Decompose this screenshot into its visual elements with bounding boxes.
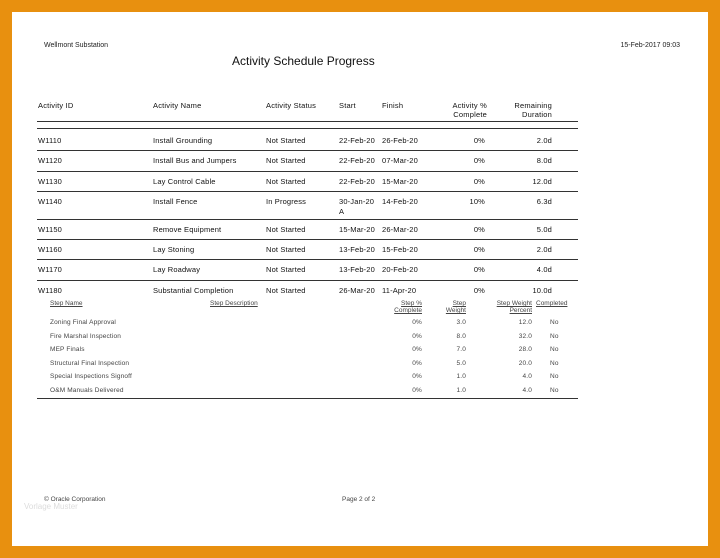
step-name: Fire Marshal Inspection bbox=[50, 332, 122, 340]
cell-activity-name: Install Fence bbox=[153, 197, 198, 206]
step-completed: No bbox=[550, 359, 559, 367]
col-header-pct-complete: Activity % Complete bbox=[452, 101, 487, 119]
cell-activity-id: W1140 bbox=[38, 197, 62, 206]
step-completed: No bbox=[550, 319, 559, 326]
col-header-remaining-duration: Remaining Duration bbox=[514, 101, 552, 119]
cell-start: 22-Feb-20 bbox=[339, 156, 375, 165]
cell-activity-name: Lay Stoning bbox=[153, 245, 195, 254]
cell-remaining-duration: 10.0d bbox=[532, 286, 552, 295]
cell-start: 22-Feb-20 bbox=[339, 136, 375, 145]
cell-remaining-duration: 5.0d bbox=[536, 225, 552, 234]
col-header-start: Start bbox=[339, 101, 356, 110]
cell-remaining-duration: 2.0d bbox=[536, 245, 552, 254]
step-pct-complete: 0% bbox=[412, 373, 422, 381]
cell-activity-status: Not Started bbox=[266, 225, 306, 234]
col-header-finish: Finish bbox=[382, 101, 404, 110]
step-weight-percent: 32.0 bbox=[518, 332, 532, 340]
step-completed: No bbox=[550, 387, 559, 394]
cell-activity-name: Install Grounding bbox=[153, 136, 213, 145]
step-col-header-completed: Completed bbox=[536, 300, 568, 307]
step-col-header-weight-pct: Step Weight Percent bbox=[496, 300, 532, 314]
row-separator bbox=[37, 191, 578, 192]
step-completed: No bbox=[550, 332, 559, 340]
cell-start: 13-Feb-20 bbox=[339, 265, 375, 274]
step-col-header-name: Step Name bbox=[50, 300, 83, 307]
step-weight-percent: 12.0 bbox=[518, 319, 532, 326]
cell-activity-status: In Progress bbox=[266, 197, 306, 206]
header-rule bbox=[37, 121, 578, 122]
row-separator bbox=[37, 150, 578, 151]
col-header-activity-name: Activity Name bbox=[153, 101, 202, 110]
cell-pct-complete: 10% bbox=[469, 197, 485, 206]
step-col-header-description: Step Description bbox=[210, 300, 258, 307]
cell-finish: 26-Mar-20 bbox=[382, 225, 418, 234]
step-weight: 8.0 bbox=[456, 332, 466, 340]
cell-activity-status: Not Started bbox=[266, 136, 306, 145]
cell-pct-complete: 0% bbox=[473, 265, 485, 274]
cell-finish: 26-Feb-20 bbox=[382, 136, 418, 145]
step-completed: No bbox=[550, 373, 559, 381]
step-pct-complete: 0% bbox=[412, 346, 422, 354]
step-weight-percent: 28.0 bbox=[518, 346, 532, 354]
cell-activity-id: W1150 bbox=[38, 225, 62, 234]
cell-start-actual-flag: A bbox=[339, 207, 345, 216]
row-separator bbox=[37, 171, 578, 172]
cell-start: 13-Feb-20 bbox=[339, 245, 375, 254]
footer-page-number: Page 2 of 2 bbox=[342, 496, 376, 503]
cell-activity-name: Remove Equipment bbox=[153, 225, 222, 234]
company-name: Wellmont Substation bbox=[44, 42, 109, 49]
col-header-activity-status: Activity Status bbox=[266, 101, 317, 110]
cell-activity-id: W1130 bbox=[38, 177, 62, 186]
step-weight: 1.0 bbox=[456, 373, 466, 381]
cell-start: 22-Feb-20 bbox=[339, 177, 375, 186]
cell-remaining-duration: 6.3d bbox=[536, 197, 552, 206]
step-completed: No bbox=[550, 346, 559, 354]
cell-finish: 20-Feb-20 bbox=[382, 265, 418, 274]
step-weight: 7.0 bbox=[456, 346, 466, 354]
step-col-header-weight: Step Weight bbox=[445, 300, 466, 314]
step-pct-complete: 0% bbox=[412, 387, 422, 394]
header-rule-2 bbox=[37, 128, 578, 129]
cell-activity-id: W1110 bbox=[38, 136, 62, 145]
cell-activity-name: Lay Roadway bbox=[153, 265, 201, 274]
cell-remaining-duration: 4.0d bbox=[536, 265, 552, 274]
step-weight: 3.0 bbox=[456, 319, 466, 326]
cell-activity-name: Lay Control Cable bbox=[153, 177, 216, 186]
cell-activity-status: Not Started bbox=[266, 245, 306, 254]
step-name: Special Inspections Signoff bbox=[50, 373, 132, 381]
cell-start: 15-Mar-20 bbox=[339, 225, 375, 234]
footer-copyright: © Oracle Corporation bbox=[44, 496, 106, 503]
cell-remaining-duration: 2.0d bbox=[536, 136, 552, 145]
step-weight: 5.0 bbox=[456, 359, 466, 367]
cell-activity-name: Substantial Completion bbox=[153, 286, 234, 295]
cell-finish: 07-Mar-20 bbox=[382, 156, 418, 165]
cell-pct-complete: 0% bbox=[473, 286, 485, 295]
step-pct-complete: 0% bbox=[412, 319, 422, 326]
step-name: MEP Finals bbox=[50, 346, 85, 354]
row-separator bbox=[37, 239, 578, 240]
cell-activity-id: W1170 bbox=[38, 265, 62, 274]
step-weight: 1.0 bbox=[456, 387, 466, 394]
cell-activity-name: Install Bus and Jumpers bbox=[153, 156, 237, 165]
step-weight-percent: 20.0 bbox=[518, 359, 532, 367]
cell-activity-status: Not Started bbox=[266, 177, 306, 186]
step-col-header-pct: Step % Complete bbox=[394, 300, 422, 314]
step-name: O&M Manuals Delivered bbox=[50, 387, 124, 394]
step-weight-percent: 4.0 bbox=[522, 387, 532, 394]
col-header-activity-id: Activity ID bbox=[38, 101, 74, 110]
cell-finish: 15-Mar-20 bbox=[382, 177, 418, 186]
cell-activity-id: W1180 bbox=[38, 286, 62, 295]
cell-start: 30-Jan-20 bbox=[339, 197, 375, 206]
cell-pct-complete: 0% bbox=[473, 245, 485, 254]
row-separator bbox=[37, 259, 578, 260]
step-pct-complete: 0% bbox=[412, 359, 422, 367]
cell-activity-status: Not Started bbox=[266, 286, 306, 295]
cell-activity-status: Not Started bbox=[266, 156, 306, 165]
cell-remaining-duration: 12.0d bbox=[532, 177, 552, 186]
steps-bottom-rule bbox=[37, 398, 578, 399]
row-separator bbox=[37, 219, 578, 220]
report-title: Activity Schedule Progress bbox=[232, 54, 375, 68]
cell-pct-complete: 0% bbox=[473, 136, 485, 145]
step-pct-complete: 0% bbox=[412, 332, 422, 340]
cell-finish: 14-Feb-20 bbox=[382, 197, 418, 206]
cell-pct-complete: 0% bbox=[473, 225, 485, 234]
row-separator bbox=[37, 280, 578, 281]
watermark: Vorlage Muster bbox=[24, 502, 78, 511]
cell-activity-status: Not Started bbox=[266, 265, 306, 274]
cell-activity-id: W1160 bbox=[38, 245, 62, 254]
cell-activity-id: W1120 bbox=[38, 156, 62, 165]
cell-finish: 11-Apr-20 bbox=[382, 286, 417, 295]
step-name: Structural Final Inspection bbox=[50, 359, 130, 367]
cell-remaining-duration: 8.0d bbox=[536, 156, 552, 165]
report-page bbox=[12, 12, 708, 546]
cell-pct-complete: 0% bbox=[473, 156, 485, 165]
cell-finish: 15-Feb-20 bbox=[382, 245, 418, 254]
cell-pct-complete: 0% bbox=[473, 177, 485, 186]
report-timestamp: 15-Feb-2017 09:03 bbox=[620, 42, 680, 49]
step-name: Zoning Final Approval bbox=[50, 319, 117, 326]
cell-start: 26-Mar-20 bbox=[339, 286, 375, 295]
step-weight-percent: 4.0 bbox=[522, 373, 532, 381]
